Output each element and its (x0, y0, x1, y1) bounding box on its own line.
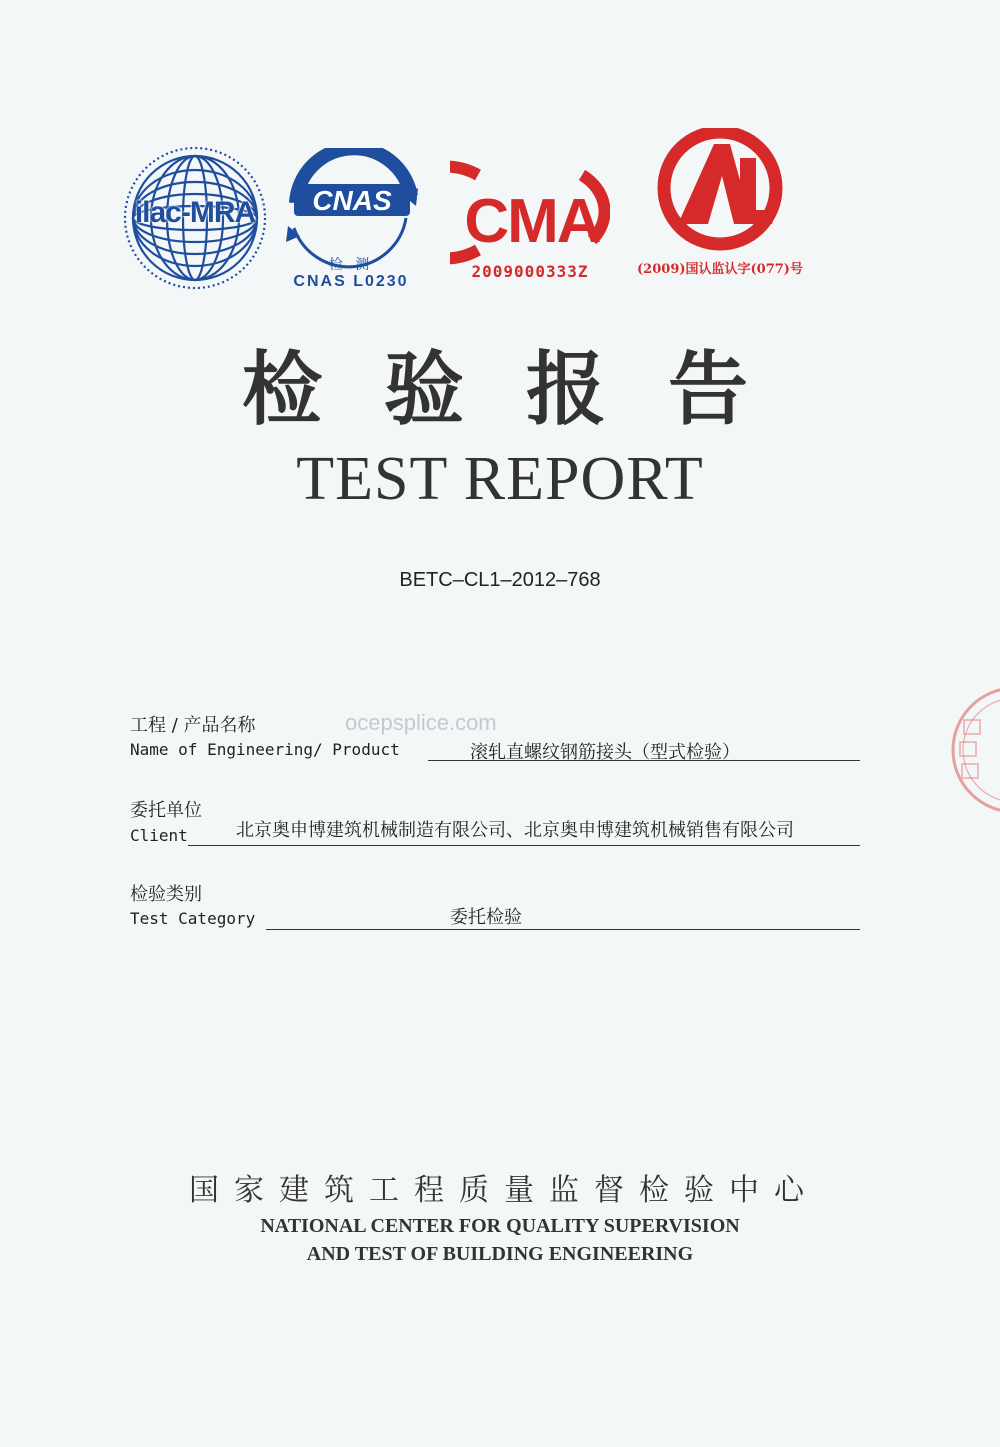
title-chinese: 检验报告 (242, 342, 810, 436)
category-label-en: Test Category (130, 909, 256, 928)
category-value: 委托检验 (450, 907, 522, 928)
title-english: TEST REPORT (296, 445, 704, 513)
client-label-cn: 委托单位 (130, 800, 202, 821)
client-underline (188, 845, 860, 846)
cnas-accreditation-code: CNAS L0230 (293, 273, 409, 290)
cma-logo-text: CMA (464, 187, 600, 256)
ilac-mra-logo-text: ilac-MRA (134, 196, 256, 229)
category-underline (266, 929, 860, 930)
category-label-cn: 检验类别 (130, 884, 202, 905)
cal-logo-text: CAL (719, 278, 721, 279)
cma-certificate-code: 2009000333Z (471, 262, 589, 281)
cnas-subtitle: 检 测 (328, 257, 374, 273)
product-label-en: Name of Engineering/ Product (130, 740, 400, 759)
watermark: ocepsplice.com (345, 710, 497, 735)
product-value: 滚轧直螺纹钢筋接头（型式检验） (470, 742, 740, 763)
client-value: 北京奥申博建筑机械制造有限公司、北京奥申博建筑机械销售有限公司 (236, 820, 794, 841)
organization-name-en-line1: NATIONAL CENTER FOR QUALITY SUPERVISION (260, 1215, 740, 1237)
report-number: BETC–CL1–2012–768 (399, 569, 601, 591)
product-label-cn: 工程 / 产品名称 (130, 715, 256, 736)
red-seal-stamp (940, 680, 1000, 820)
cnas-logo-text: CNAS (312, 185, 392, 216)
organization-name-en-line2: AND TEST OF BUILDING ENGINEERING (306, 1243, 694, 1265)
client-label-en: Client (130, 826, 188, 845)
cal-certificate-code: (2009)国认监认字(077)号 (637, 262, 803, 277)
organization-name-cn: 国家建筑工程质量监督检验中心 (189, 1173, 819, 1208)
